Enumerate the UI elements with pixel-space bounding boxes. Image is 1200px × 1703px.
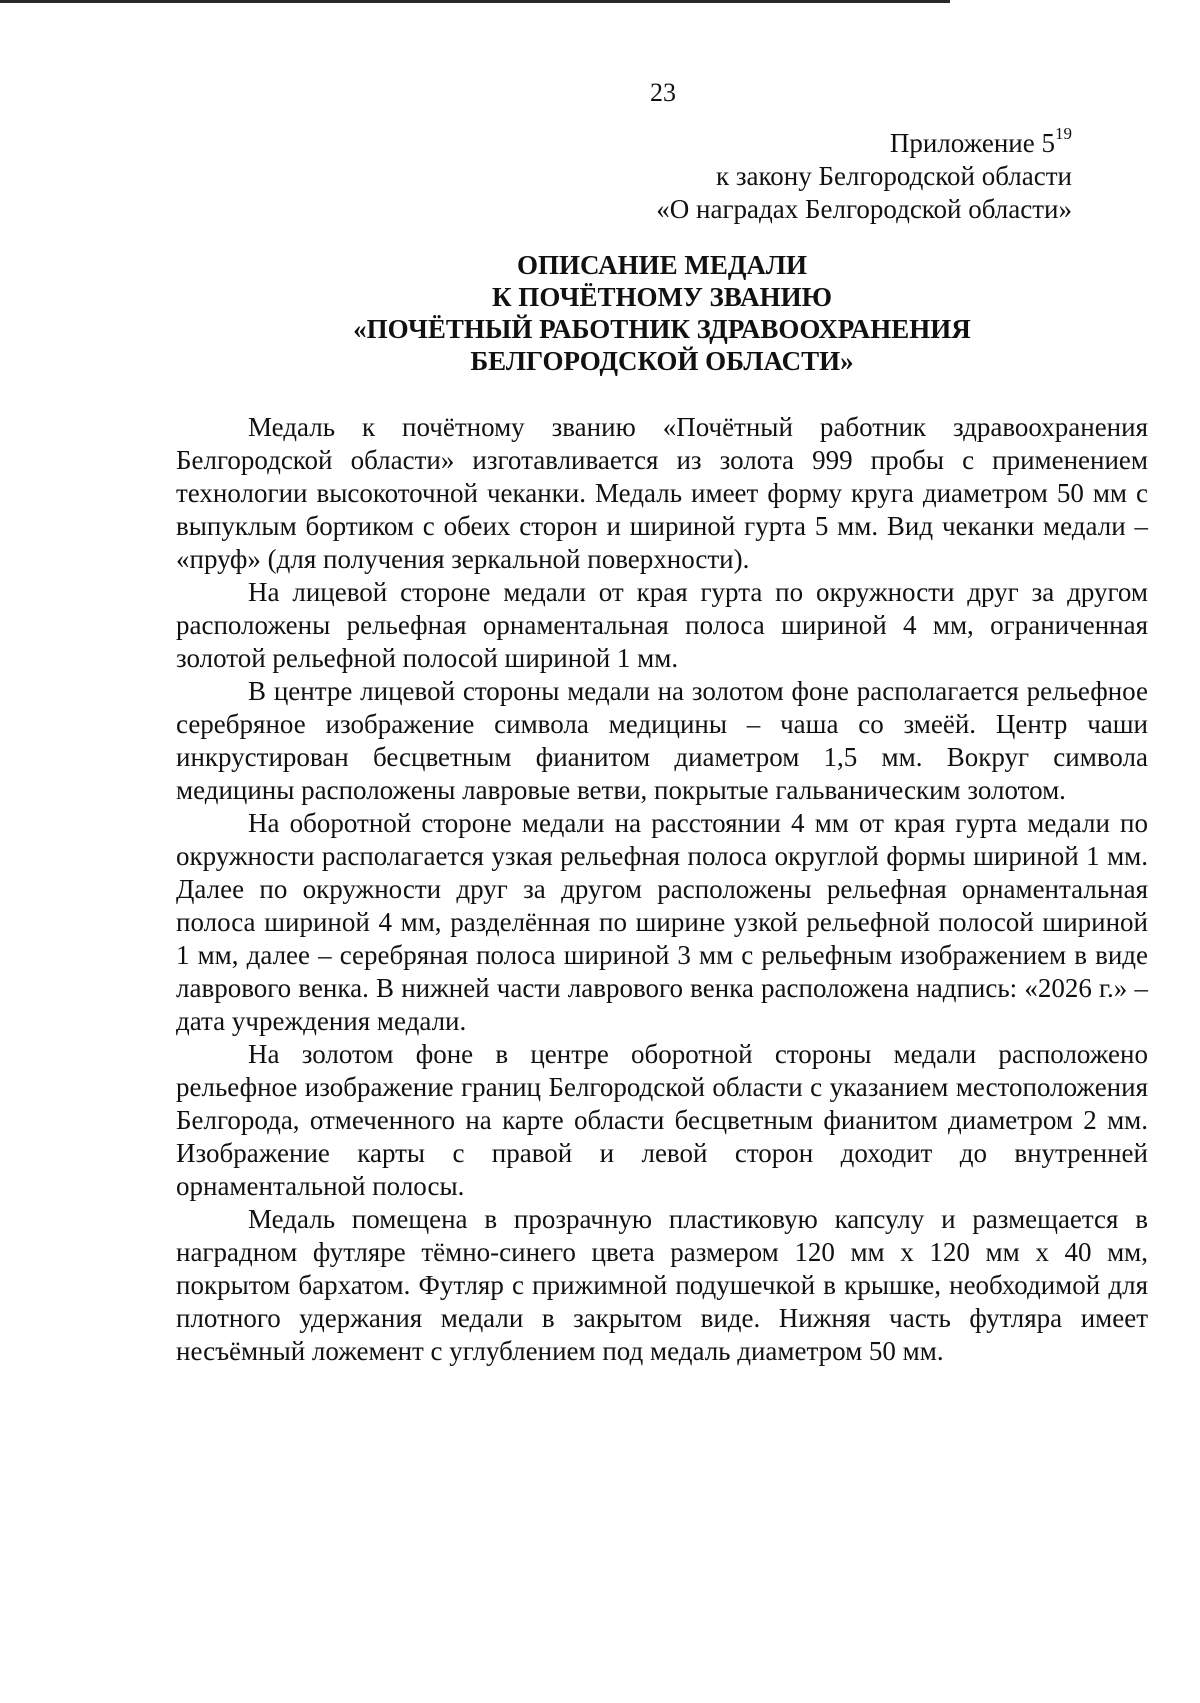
document-body: [176, 411, 1148, 1368]
appendix-law-reference: к закону Белгородской области: [716, 161, 1072, 191]
paragraph: На оборотной стороне медали на расстоянии 4 мм от края гурта медали по окружности располагается узкая рельефная полоса округлой формы шириной 1 мм. Далее по окружности друг за другом расположены рельефная орнаментальная полоса шириной 4 мм, разделённая по ширине узкой рельефной полосой шириной 1 мм, далее – серебряная полоса шириной 3 мм с рельефным изображением в виде лаврового венка. В нижней части лаврового венка расположена надпись: «2026 г.» – дата учреждения медали.: [176, 808, 1148, 1036]
title-line-3: «ПОЧЁТНЫЙ РАБОТНИК ЗДРАВООХРАНЕНИЯ: [353, 314, 971, 344]
scan-edge-line: [0, 0, 950, 3]
appendix-label: [512, 120, 1072, 160]
title-line-1: ОПИСАНИЕ МЕДАЛИ: [516, 250, 808, 280]
document-title: [176, 249, 1148, 377]
title-line-2: К ПОЧЁТНОМУ ЗВАНИЮ: [491, 282, 832, 312]
paragraph: На лицевой стороне медали от края гурта по окружности друг за другом расположены рельефная орнаментальная полоса шириной 4 мм, ограниченная золотой рельефной полосой шириной 1 мм.: [176, 577, 1148, 673]
appendix-label-superscript: 19: [1055, 124, 1072, 143]
appendix-label-text: Приложение 5: [889, 128, 1055, 158]
title-line-4: БЕЛГОРОДСКОЙ ОБЛАСТИ»: [470, 346, 854, 376]
appendix-law-title: «О наградах Белгородской области»: [656, 194, 1072, 224]
paragraph: В центре лицевой стороны медали на золотом фоне располагается рельефное серебряное изображение символа медицины – чаша со змеёй. Центр чаши инкрустирован бесцветным фианитом диаметром 1,5 мм. Вокруг символа медицины расположены лавровые ветви, покрытые гальваническим золотом.: [176, 676, 1148, 805]
paragraph: Медаль помещена в прозрачную пластиковую капсулу и размещается в наградном футляре тёмно-синего цвета размером 120 мм х 120 мм х 40 мм, покрытом бархатом. Футляр с прижимной подушечкой в крышке, необходимой для плотного удержания медали в закрытом виде. Нижняя часть футляра имеет несъёмный ложемент с углублением под медаль диаметром 50 мм.: [176, 1204, 1148, 1366]
paragraph: На золотом фоне в центре оборотной стороны медали расположено рельефное изображение границ Белгородской области с указанием местоположения Белгорода, отмеченного на карте области бесцветным фианитом диаметром 2 мм. Изображение карты с правой и левой сторон доходит до внутренней орнаментальной полосы.: [176, 1039, 1148, 1201]
paragraph: Медаль к почётному званию «Почётный работник здравоохранения Белгородской области» изготавливается из золота 999 пробы с применением технологии высокоточной чеканки. Медаль имеет форму круга диаметром 50 мм с выпуклым бортиком с обеих сторон и шириной гурта 5 мм. Вид чеканки медали – «пруф» (для получения зеркальной поверхности).: [176, 412, 1148, 574]
page-number: 23: [650, 78, 676, 107]
appendix-header: [512, 120, 1072, 226]
